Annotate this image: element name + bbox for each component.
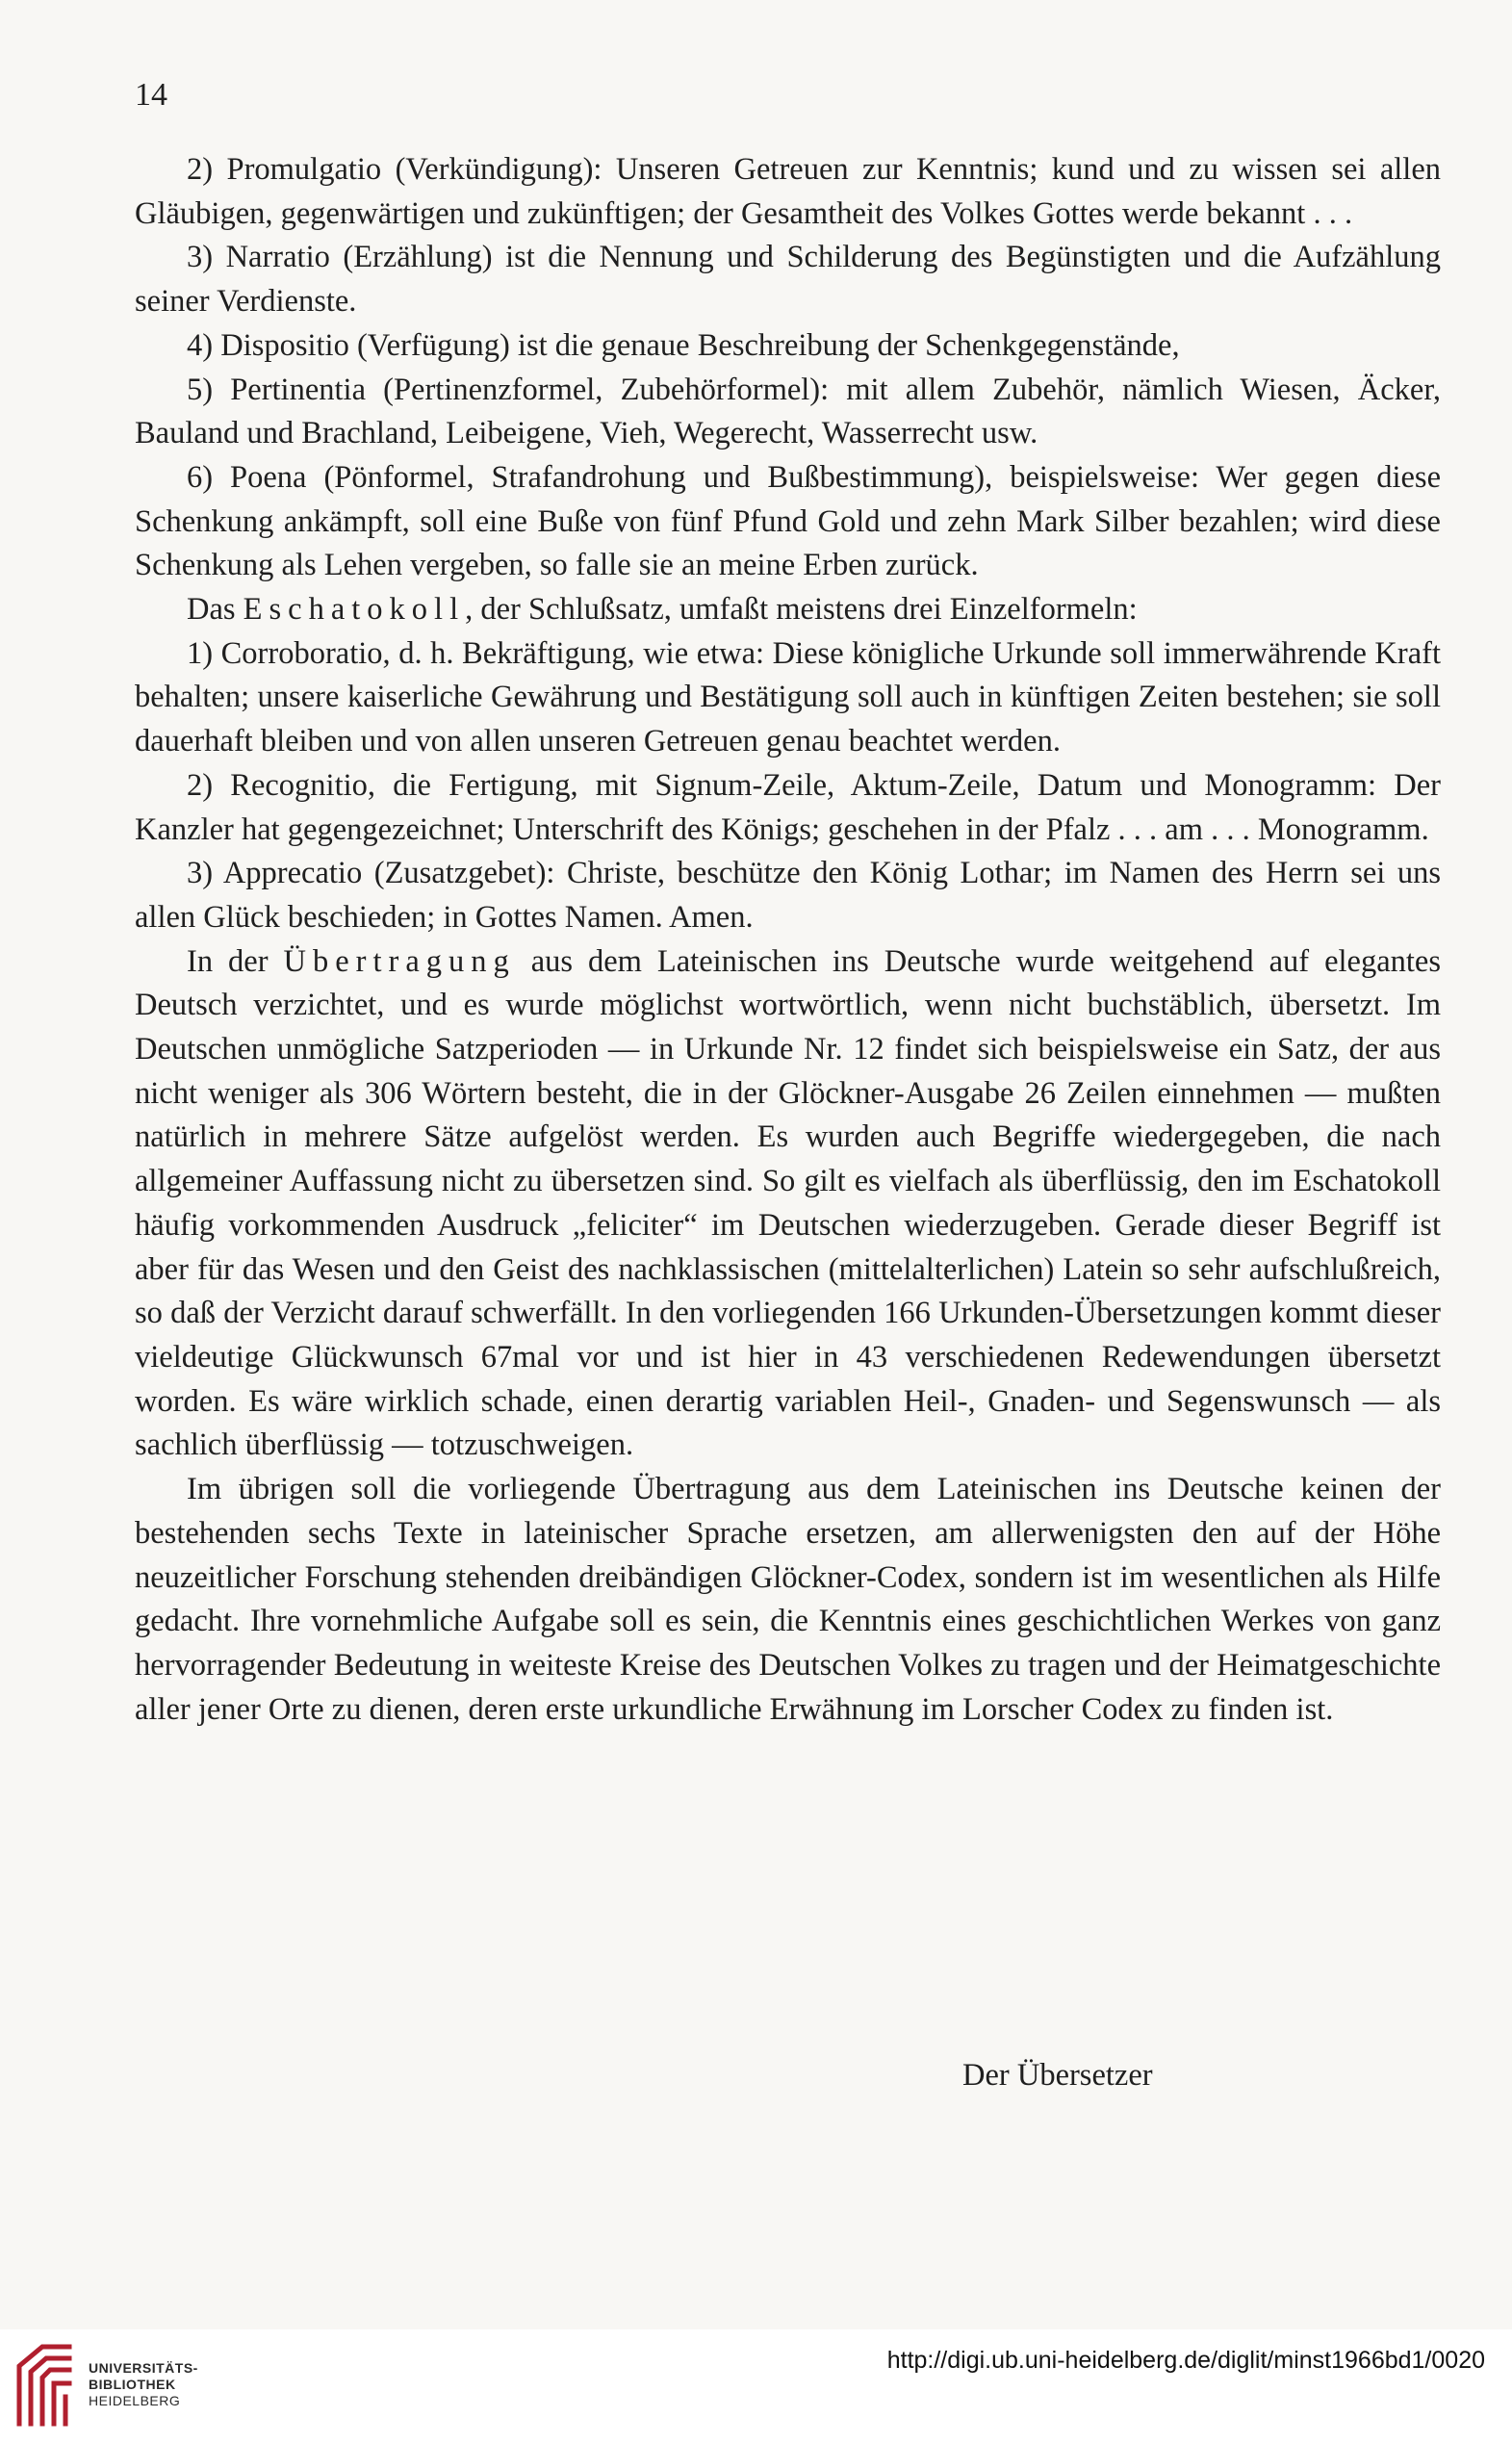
uebertragung-term: Übertragung <box>283 943 516 979</box>
eschatokoll-term: Eschatokoll <box>243 592 466 628</box>
logo-line-universitaets: UNIVERSITÄTS- <box>89 2360 198 2376</box>
paragraph-eschatokoll <box>135 588 1441 632</box>
paragraph-apprecatio: 3) Apprecatio (Zusatzgebet): Christe, beschütze den König Lothar; im Namen des Herrn sei uns allen Glück beschieden; in Gottes Namen. Amen. <box>135 856 1441 935</box>
paragraph-uebertragung <box>135 940 1441 1468</box>
source-url-link[interactable]: http://digi.ub.uni-heidelberg.de/diglit/minst1966bd1/0020 <box>886 2347 1485 2374</box>
logo-line-bibliothek: BIBLIOTHEK <box>89 2377 176 2392</box>
library-footer <box>0 2329 1512 2443</box>
paragraph-recognitio: 2) Recognitio, die Fertigung, mit Signum-Zeile, Aktum-Zeile, Datum und Monogramm: Der Kanzler hat gegengezeichnet; Unterschrift des Königs; geschehen in der Pfalz . . . am . . . Monogramm. <box>135 767 1441 847</box>
logo-line-heidelberg: HEIDELBERG <box>89 2393 181 2408</box>
library-logo-icon <box>13 2341 77 2428</box>
body-text <box>135 148 1441 1732</box>
signature: Der Übersetzer <box>962 2058 1153 2093</box>
page-number: 14 <box>135 77 167 113</box>
uebertragung-rest: aus dem Lateinischen ins Deutsche wurde weitgehend auf elegantes Deutsch verzichtet, und es wurde möglichst wortwörtlich, wenn nicht buchstäblich, übersetzt. Im Deutschen unmögliche Satzperioden — in Urkunde Nr. 12 findet sich beispielsweise ein Satz, der aus nicht weniger als 306 Wörtern besteht, die in der Glöckner-Ausgabe 26 Zeilen einnehmen — mußten natürlich in mehrere Sätze aufgelöst werden. Es wurden auch Begriffe wiedergegeben, die nach allgemeiner Auffassung nicht zu übersetzen sind. So gilt es vielfach als überflüssig, den im Eschatokoll häufig vorkommenden Ausdruck „feliciter“ im Deutschen wiederzugeben. Gerade dieser Begriff ist aber für das Wesen und den Geist des nachklassischen (mittelalterlichen) Latein so sehr aufschlußreich, so daß der Verzicht darauf schwerfällt. In den vorliegenden 166 Urkunden-Übersetzungen kommt dieser vieldeutige Glückwunsch 67mal vor und ist hier in 43 verschiedenen Redewendungen übersetzt worden. Es wäre wirklich schade, einen derartig variablen Heil-, Gnaden- und Segenswunsch — als sachlich überflüssig — totzuschweigen. <box>135 943 1441 1463</box>
paragraph-corroboratio: 1) Corroboratio, d. h. Bekräftigung, wie etwa: Diese königliche Urkunde soll immerwährende Kraft behalten; unsere kaiserliche Gewährung und Bestätigung soll auch in künftigen Zeiten bestehen; sie soll dauerhaft bleiben und von allen unseren Getreuen genau beachtet werden. <box>135 635 1441 759</box>
paragraph-promulgatio: 2) Promulgatio (Verkündigung): Unseren Getreuen zur Kenntnis; kund und zu wissen sei allen Gläubigen, gegenwärtigen und zukünftigen; der Gesamtheit des Volkes Gottes werde bekannt . . . <box>135 152 1441 231</box>
paragraph-im-uebrigen: Im übrigen soll die vorliegende Übertragung aus dem Lateinischen ins Deutsche keinen der bestehenden sechs Texte in lateinischer Sprache ersetzen, am allerwenigsten den auf der Höhe neuzeitlicher Forschung stehenden dreibändigen Glöckner-Codex, sondern ist im wesentlichen als Hilfe gedacht. Ihre vornehmliche Aufgabe soll es sein, die Kenntnis eines geschichtlichen Werkes von ganz hervorragender Bedeutung in weiteste Kreise des Deutschen Volkes zu tragen und der Heimatgeschichte aller jener Orte zu dienen, deren erste urkundliche Erwähnung im Lorscher Codex zu finden ist. <box>135 1472 1441 1727</box>
paragraph-dispositio: 4) Dispositio (Verfügung) ist die genaue Beschreibung der Schenkgegenstände, <box>187 327 1180 363</box>
paragraph-pertinentia: 5) Pertinentia (Pertinenzformel, Zubehörformel): mit allem Zubehör, nämlich Wiesen, Äcker, Bauland und Brachland, Leibeigene, Vieh, Wegerecht, Wasserrecht usw. <box>135 372 1441 451</box>
uebertragung-lead: In der <box>187 943 284 979</box>
paragraph-narratio: 3) Narratio (Erzählung) ist die Nennung und Schilderung des Begünstigten und die Aufzählung seiner Verdienste. <box>135 240 1441 320</box>
library-logo-text <box>89 2360 198 2409</box>
eschatokoll-lead: Das <box>187 592 243 628</box>
eschatokoll-rest: , der Schlußsatz, umfaßt meistens drei Einzelformeln: <box>465 592 1138 628</box>
paragraph-poena: 6) Poena (Pönformel, Strafandrohung und Bußbestimmung), beispielsweise: Wer gegen diese Schenkung ankämpft, soll eine Buße von fünf Pfund Gold und zehn Mark Silber bezahlen; wird diese Schenkung als Lehen vergeben, so falle sie an meine Erben zurück. <box>135 459 1441 583</box>
